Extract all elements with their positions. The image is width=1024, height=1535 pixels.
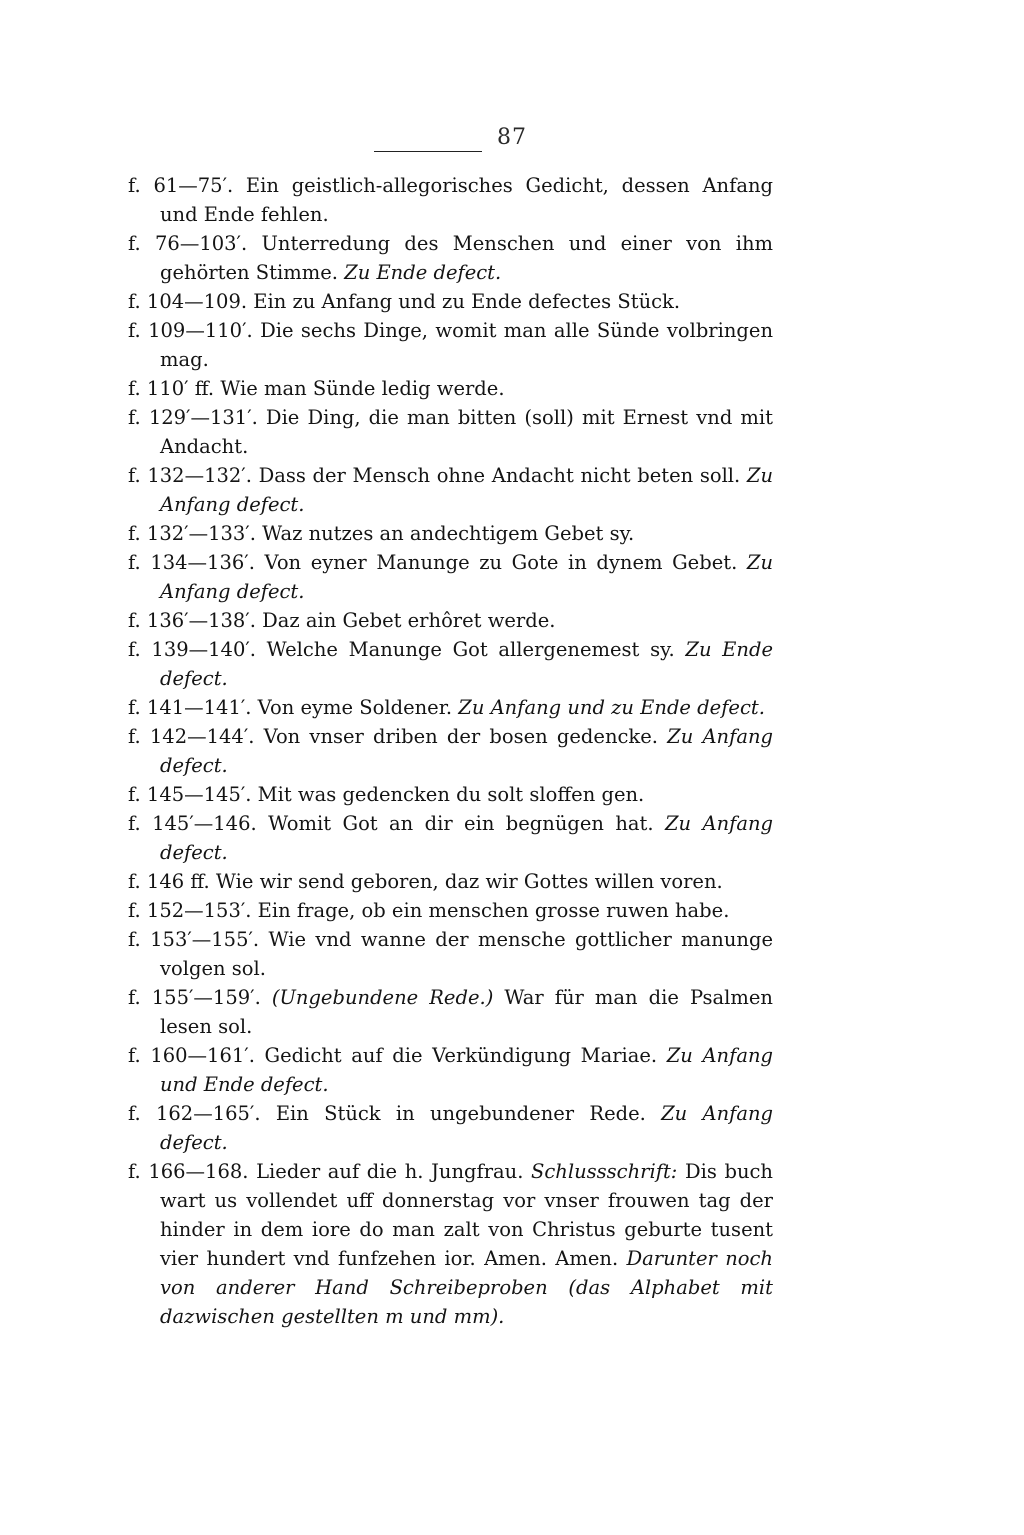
entry-text: Ein Stück in ungebundener Rede. — [260, 1102, 662, 1125]
entry-text: Von eyner Manunge zu Gote in dynem Gebet. — [254, 551, 747, 574]
folio-reference: f. 110′ ff. — [128, 377, 215, 400]
list-item — [128, 1041, 773, 1099]
folio-reference: f. 61—75′. — [128, 174, 234, 197]
entry-note: Zu Ende defect. — [160, 638, 774, 690]
entry-colophon-text: Dis buch wart us vollendet uff donnerstag vor vnser frouwen tag der hinder in dem iore do man zalt von Christus geburte tusent vier hundert vnd funfzehen ior. Amen. Amen. — [160, 1160, 773, 1270]
entry-text: Ein geistlich-allegorisches Gedicht, dessen Anfang und Ende fehlen. — [160, 174, 773, 226]
entry-text: Ein zu Anfang und zu Ende defectes Stück. — [247, 290, 681, 313]
folio-reference: f. 166—168. — [128, 1160, 249, 1183]
folio-reference: f. 139—140′. — [128, 638, 256, 661]
entry-text: Mit was gedencken du solt sloffen gen. — [251, 783, 645, 806]
list-item — [128, 171, 773, 229]
list-item — [128, 229, 773, 287]
entry-lead-note: (Ungebundene Rede.) — [260, 986, 494, 1009]
list-item — [128, 374, 773, 403]
entry-text: Dass der Mensch ohne Andacht nicht beten soll. — [251, 464, 747, 487]
folio-reference: f. 109—110′. — [128, 319, 253, 342]
list-item — [128, 403, 773, 461]
list-item — [128, 983, 773, 1041]
entry-note: Zu Anfang und zu Ende defect. — [458, 696, 765, 719]
entry-note: Zu Anfang und Ende defect. — [160, 1044, 773, 1096]
entry-text: Ein frage, ob ein menschen grosse ruwen habe. — [251, 899, 730, 922]
page-number: 87 — [497, 125, 527, 150]
list-item — [128, 316, 773, 374]
entry-note: Zu Anfang defect. — [160, 464, 773, 516]
list-item — [128, 693, 773, 722]
list-item — [128, 722, 773, 780]
entry-note: Zu Ende defect. — [344, 261, 502, 284]
list-item — [128, 896, 773, 925]
folio-reference: f. 76—103′. — [128, 232, 248, 255]
entry-text: Von vnser driben der bosen gedencke. — [254, 725, 668, 748]
entry-text: Die Ding, die man bitten (soll) mit Ernest vnd mit Andacht. — [160, 406, 773, 458]
entry-text: Welche Manunge Got allergenemest sy. — [255, 638, 686, 661]
list-item — [128, 1157, 773, 1331]
list-item — [128, 925, 773, 983]
folio-reference: f. 155′—159′. — [128, 986, 261, 1009]
entry-text: Wie man Sünde ledig werde. — [214, 377, 505, 400]
entry-note: Zu Anfang defect. — [160, 812, 774, 864]
entry-text: Von eyme Soldener. — [251, 696, 459, 719]
folio-reference: f. 160—161′. — [128, 1044, 255, 1067]
entry-note: Schlussschrift: — [531, 1160, 678, 1183]
entry-text: Gedicht auf die Verkündigung Mariae. — [254, 1044, 667, 1067]
folio-reference: f. 142—144′. — [128, 725, 255, 748]
entry-note: Zu Anfang defect. — [160, 1102, 774, 1154]
folio-reference: f. 145—145′. — [128, 783, 252, 806]
entry-text: Daz ain Gebet erhôret werde. — [255, 609, 556, 632]
list-item — [128, 461, 773, 519]
entry-text: War für man die Psalmen lesen sol. — [160, 986, 773, 1038]
list-item — [128, 287, 773, 316]
entry-text: Womit Got an dir ein begnügen hat. — [256, 812, 665, 835]
entry-text: Wie wir send geboren, daz wir Gottes willen voren. — [209, 870, 723, 893]
folio-reference: f. 145′—146. — [128, 812, 257, 835]
entry-text: Waz nutzes an andechtigem Gebet sy. — [255, 522, 635, 545]
folio-reference: f. 132′—133′. — [128, 522, 256, 545]
folio-reference: f. 129′—131′. — [128, 406, 258, 429]
manuscript-contents-list — [128, 171, 773, 1331]
list-item — [128, 867, 773, 896]
entry-text: Lieder auf die h. Jungfrau. — [248, 1160, 532, 1183]
folio-reference: f. 146 ff. — [128, 870, 210, 893]
entry-text: Unterredung des Menschen und einer von ihm gehörten Stimme. — [160, 232, 774, 284]
header-rule — [374, 151, 482, 152]
folio-reference: f. 141—141′. — [128, 696, 252, 719]
list-item — [128, 1099, 773, 1157]
entry-note-secondary: Darunter noch von anderer Hand Schreibeproben (das Alphabet mit dazwischen gestellten m und mm). — [160, 1247, 773, 1328]
list-item — [128, 809, 773, 867]
list-item — [128, 780, 773, 809]
folio-reference: f. 153′—155′. — [128, 928, 260, 951]
list-item — [128, 548, 773, 606]
list-item — [128, 606, 773, 635]
entry-text: Die sechs Dinge, womit man alle Sünde volbringen mag. — [160, 319, 774, 371]
folio-reference: f. 104—109. — [128, 290, 248, 313]
folio-reference: f. 134—136′. — [128, 551, 255, 574]
folio-reference: f. 132—132′. — [128, 464, 252, 487]
folio-reference: f. 136′—138′. — [128, 609, 256, 632]
entry-note: Zu Anfang defect. — [160, 725, 773, 777]
list-item — [128, 519, 773, 548]
entry-text: Wie vnd wanne der mensche gottlicher manunge volgen sol. — [160, 928, 773, 980]
folio-reference: f. 152—153′. — [128, 899, 252, 922]
entry-note: Zu Anfang defect. — [160, 551, 774, 603]
list-item — [128, 635, 773, 693]
folio-reference: f. 162—165′. — [128, 1102, 261, 1125]
